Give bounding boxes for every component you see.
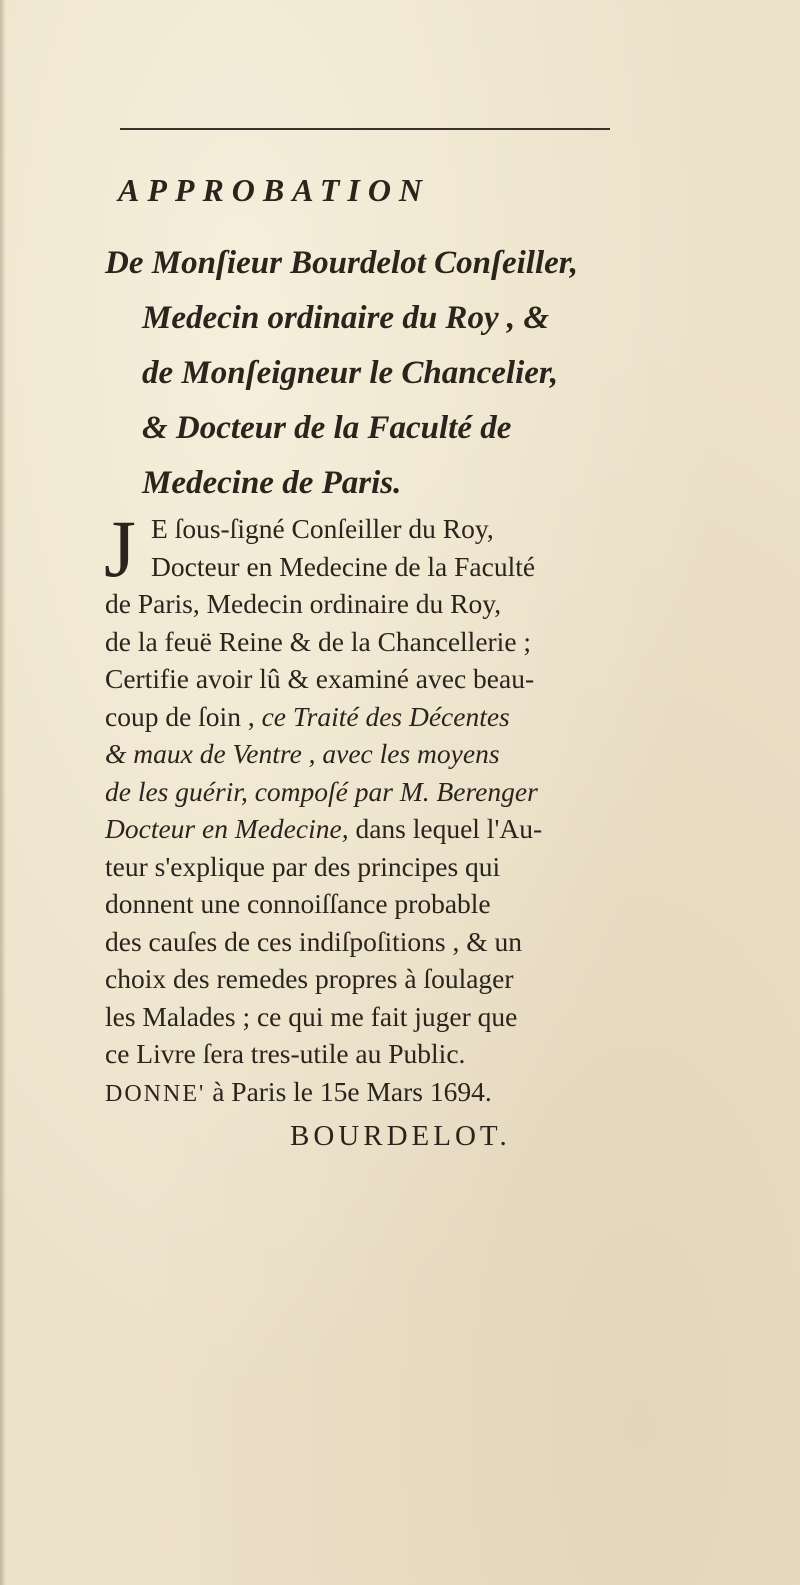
- book-title-italic: ce Traité des Décentes: [261, 700, 510, 732]
- subtitle-line: & Docteur de la Faculté de: [142, 410, 512, 446]
- header-rule: [120, 128, 610, 130]
- body-line: [105, 510, 665, 548]
- body-line: [105, 548, 665, 586]
- body-line: [105, 773, 665, 811]
- book-title-italic: & maux de Ventre , avec les moyens: [105, 738, 500, 769]
- body-line-text: à Paris le 15e Mars 1694.: [205, 1075, 492, 1107]
- body-line-text: de la feuë Reine & de la Chancellerie ;: [105, 625, 532, 657]
- body-line-text: teur s'explique par des principes qui: [105, 850, 501, 882]
- body-line: [105, 885, 665, 923]
- body-line: [105, 698, 665, 736]
- subtitle-line: Medecin ordinaire du Roy , &: [142, 300, 550, 336]
- subtitle-line: Medecine de Paris.: [142, 465, 402, 501]
- page-edge-shadow: [0, 0, 6, 1585]
- body-line: [105, 735, 665, 773]
- body-line-text: E ſous-ſigné Conſeiller du Roy,: [151, 513, 494, 544]
- body-line: [105, 1035, 665, 1073]
- body-paragraph: [104, 503, 665, 1113]
- body-line-text: donnent une connoiſſance probable: [105, 888, 491, 919]
- body-line: [105, 585, 665, 623]
- body-line-text: de Paris, Medecin ordinaire du Roy,: [105, 588, 502, 619]
- body-line: [105, 1073, 665, 1114]
- body-line-text: choix des remedes propres à ſoulager: [105, 963, 514, 994]
- subtitle-block: [105, 236, 665, 511]
- body-line: [105, 998, 665, 1036]
- body-line-text: ce Livre ſera tres-utile au Public.: [105, 1038, 466, 1069]
- drop-cap: J: [104, 503, 136, 594]
- body-line: [105, 960, 665, 998]
- page-title: APPROBATION: [118, 172, 431, 208]
- book-title-italic: Docteur en Medecine,: [105, 813, 349, 844]
- body-line-text: Docteur en Medecine de la Faculté: [151, 550, 536, 582]
- book-title-italic: de les guérir, compoſé par M. Berenger: [105, 775, 538, 807]
- body-line-text: dans lequel l'Au-: [348, 813, 543, 844]
- body-line: [105, 923, 665, 961]
- body-line: [105, 623, 665, 661]
- donne-smallcaps: DONNE': [105, 1080, 206, 1107]
- subtitle-line: De Monſieur Bourdelot Conſeiller,: [105, 245, 579, 281]
- subtitle-line: de Monſeigneur le Chancelier,: [142, 355, 559, 391]
- body-line-text: Certifie avoir lû & examiné avec beau-: [105, 663, 535, 694]
- body-line: [105, 848, 665, 886]
- body-line-text: coup de ſoin ,: [105, 700, 262, 732]
- body-line: [105, 810, 665, 848]
- signature: BOURDELOT.: [290, 1120, 511, 1152]
- body-line: [105, 660, 665, 698]
- body-line-text: des cauſes de ces indiſpoſitions , & un: [105, 925, 523, 957]
- body-line-text: les Malades ; ce qui me fait juger que: [105, 1000, 518, 1032]
